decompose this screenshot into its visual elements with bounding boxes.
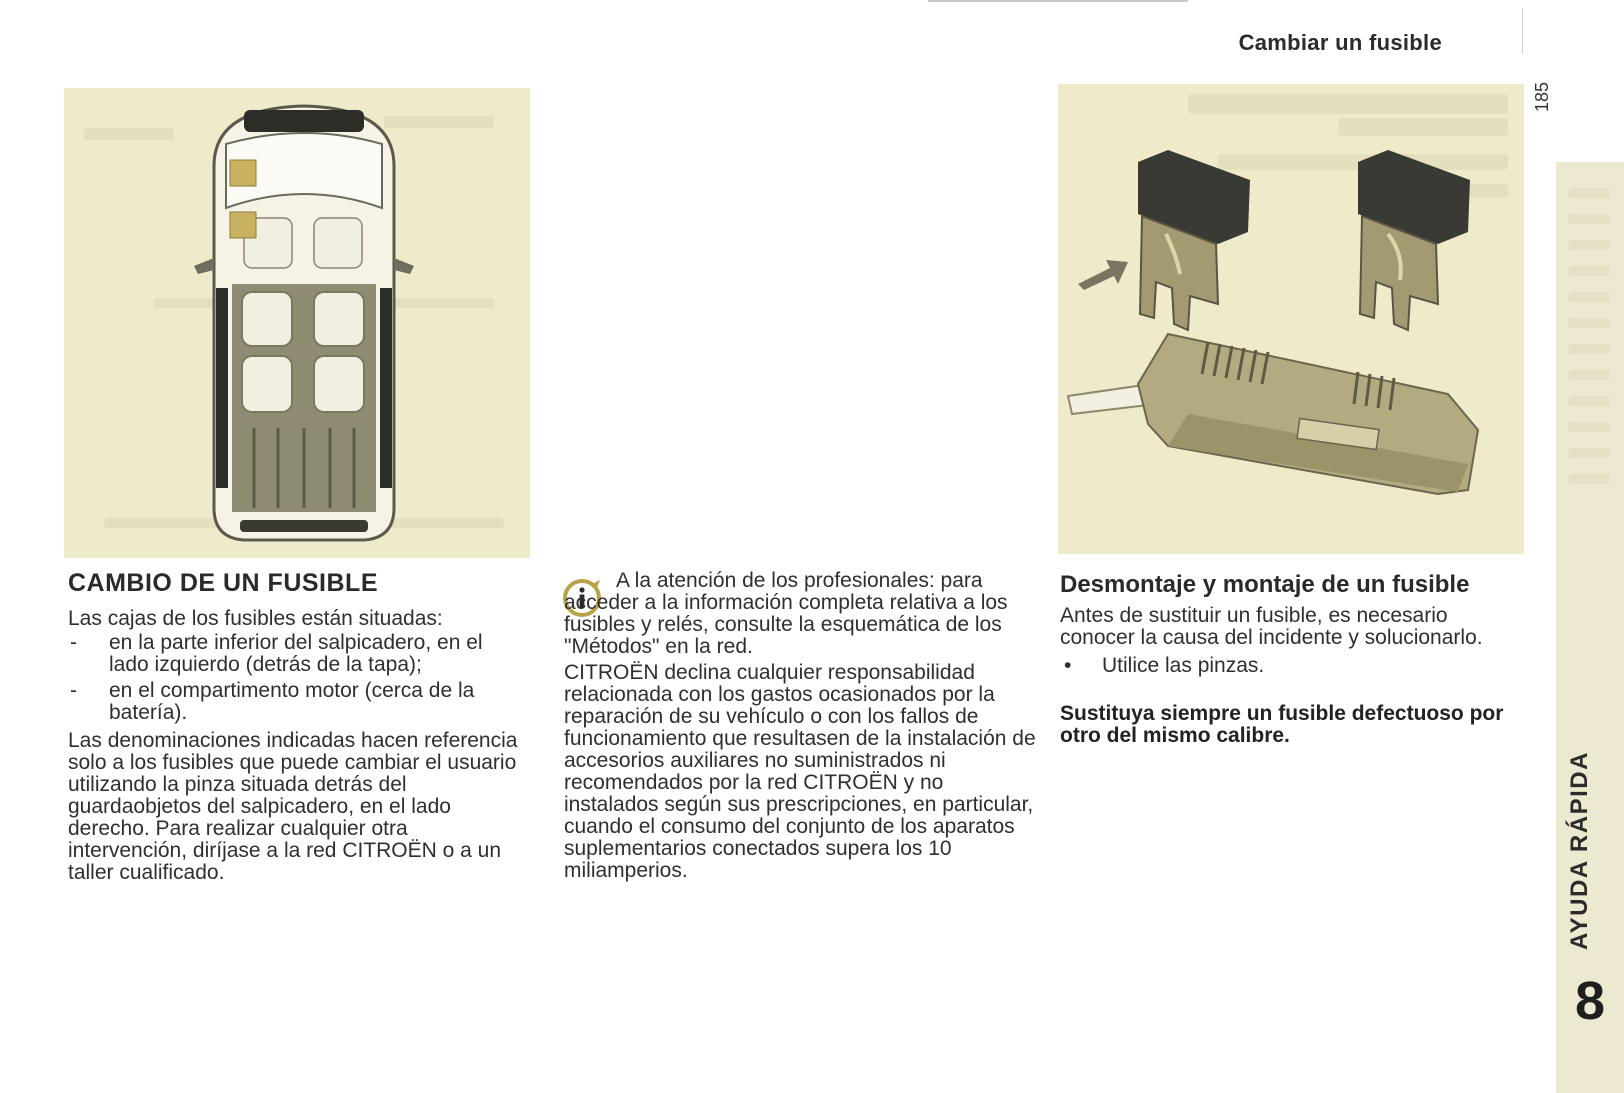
fuse-box-location-text: en el compartimento motor (cerca de la batería). bbox=[109, 679, 475, 724]
top-divider bbox=[928, 0, 1188, 2]
fuse-pliers bbox=[1068, 334, 1478, 494]
fuse-box-location-item bbox=[68, 632, 528, 676]
chapter-number: 8 bbox=[1574, 971, 1606, 1031]
arrow-icon bbox=[1078, 260, 1128, 290]
list-dash: - bbox=[70, 679, 77, 702]
bullet-item bbox=[1060, 655, 1510, 677]
section-title: Cambiar un fusible bbox=[1238, 30, 1442, 55]
professionals-info-text: A la atención de los profesionales: para acceder a la información completa relativa a los fusibles y relés, consulte la esquemática de los "Métodos" en la red. bbox=[564, 569, 1008, 658]
chapter-label: AYUDA RÁPIDA bbox=[1566, 751, 1593, 950]
middle-text-column bbox=[564, 570, 1036, 882]
car-topview-drawing bbox=[64, 88, 530, 558]
fusebox-marker-dashboard bbox=[230, 212, 256, 238]
fuse-names-note: Las denominaciones indicadas hacen referencia solo a los fusibles que puede cambiar el usuario utilizando la pinza situada detrás del guardaobjetos del salpicadero, en el lado derecho. Para realizar cualquier otra intervención, diríjase a la red CITROËN o a un taller cualificado. bbox=[68, 729, 518, 884]
removal-fitting-heading: Desmontaje y montaje de un fusible bbox=[1060, 571, 1470, 598]
header-divider bbox=[1522, 8, 1523, 54]
fuse-box-intro: Las cajas de los fusibles están situadas: bbox=[68, 607, 443, 630]
fuse-pliers-drawing bbox=[1058, 84, 1524, 554]
fuse-box-location-text: en la parte inferior del salpicadero, en el lado izquierdo (detrás de la tapa); bbox=[109, 631, 483, 676]
fuse-blown bbox=[1138, 150, 1250, 330]
removal-intro: Antes de sustituir un fusible, es necesario conocer la causa del incidente y solucionarlo. bbox=[1060, 604, 1483, 649]
pliers-instruction: Utilice las pinzas. bbox=[1102, 654, 1265, 677]
fuse-change-heading: CAMBIO DE UN FUSIBLE bbox=[68, 569, 378, 597]
left-text-column bbox=[68, 569, 528, 884]
fuse-pliers-illustration bbox=[1058, 84, 1524, 554]
page-number: 185 bbox=[1532, 81, 1552, 112]
right-text-column bbox=[1060, 572, 1510, 747]
fuse-good bbox=[1358, 150, 1470, 330]
list-dash: - bbox=[70, 631, 77, 654]
fusebox-marker-engine bbox=[230, 160, 256, 186]
citroen-disclaimer: CITROËN declina cualquier responsabilidad relacionada con los gastos ocasionados por la reparación de su vehículo o con los fallos de funcionamiento que resultasen de la instalación de accesorios auxiliares no suministrados ni recomendados por la red CITROËN y no instalados según sus prescripciones, en particular, cuando el consumo del conjunto de los aparatos suplementarios conectados supera los 10 miliamperios. bbox=[564, 661, 1036, 882]
bullet-dot: • bbox=[1064, 654, 1072, 677]
replacement-warning: Sustituya siempre un fusible defectuoso por otro del mismo calibre. bbox=[1060, 702, 1504, 747]
fuse-box-location-item bbox=[68, 680, 528, 724]
chapter-tab-bleed bbox=[1558, 172, 1620, 692]
car-topview-illustration bbox=[64, 88, 530, 558]
